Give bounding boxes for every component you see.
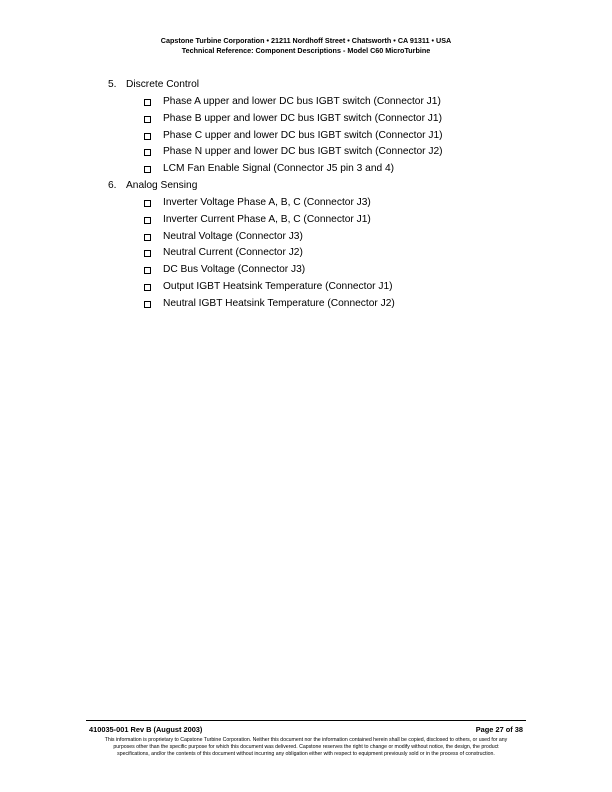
page-header xyxy=(0,36,612,56)
section-discrete-control xyxy=(108,77,528,178)
section-title: Discrete Control xyxy=(126,79,200,90)
list-item xyxy=(108,144,528,161)
list-item xyxy=(108,279,528,296)
list-item-text: Phase B upper and lower DC bus IGBT switch (Connector J1) xyxy=(163,112,442,124)
checkbox-bullet-icon xyxy=(144,133,151,140)
checkbox-bullet-icon xyxy=(144,149,151,156)
disclaimer-line: purposes other than the specific purpose for which this document was delivered. Capstone reserves the right to change or modify without notice, the design, the product xyxy=(113,744,499,750)
checkbox-bullet-icon xyxy=(144,250,151,257)
list-item xyxy=(108,245,528,262)
list-item-text: Output IGBT Heatsink Temperature (Connector J1) xyxy=(163,280,393,292)
list-item xyxy=(108,161,528,178)
checkbox-bullet-icon xyxy=(144,217,151,224)
list-item xyxy=(108,128,528,145)
list-item-text: Phase A upper and lower DC bus IGBT switch (Connector J1) xyxy=(163,96,441,107)
section-title: Analog Sensing xyxy=(126,179,198,191)
header-company-line: Capstone Turbine Corporation • 21211 Nordhoff Street • Chatsworth • CA 91311 • USA xyxy=(160,36,452,45)
list-item xyxy=(108,111,528,128)
list-item xyxy=(108,296,528,313)
list-item xyxy=(108,262,528,279)
list-item xyxy=(108,195,528,212)
list-item-text: Phase C upper and lower DC bus IGBT switch (Connector J1) xyxy=(163,129,443,141)
checkbox-bullet-icon xyxy=(144,267,151,274)
footer-disclaimer xyxy=(88,737,524,758)
list-item-text: Neutral IGBT Heatsink Temperature (Connector J2) xyxy=(163,297,395,309)
checkbox-bullet-icon xyxy=(144,234,151,241)
checkbox-bullet-icon xyxy=(144,301,151,308)
section-number: 6. xyxy=(108,179,117,191)
checkbox-bullet-icon xyxy=(144,284,151,291)
section-heading xyxy=(108,178,528,195)
list-item-text: Inverter Current Phase A, B, C (Connector J1) xyxy=(163,213,371,225)
section-heading xyxy=(108,77,528,94)
list-item-text: LCM Fan Enable Signal (Connector J5 pin 3 and 4) xyxy=(163,163,395,175)
page-footer xyxy=(89,725,523,734)
document-body xyxy=(108,77,528,313)
list-item xyxy=(108,212,528,229)
bullet-list xyxy=(108,195,528,313)
bullet-list xyxy=(108,94,528,178)
list-item xyxy=(108,94,528,111)
checkbox-bullet-icon xyxy=(144,200,151,207)
list-item-text: Inverter Voltage Phase A, B, C (Connector J3) xyxy=(163,196,371,208)
section-analog-sensing xyxy=(108,178,528,313)
disclaimer-line: specifications, and/or the contents of this document without incurring any obligation either with respect to equipment previously sold or in the process of construction. xyxy=(117,751,495,757)
checkbox-bullet-icon xyxy=(144,116,151,123)
disclaimer-line: This information is proprietary to Capstone Turbine Corporation. Neither this document nor the information contained herein shall be copied, disclosed to others, or used for any xyxy=(104,737,508,743)
page-number: Page 27 of 38 xyxy=(475,725,523,734)
section-number: 5. xyxy=(108,79,117,90)
checkbox-bullet-icon xyxy=(144,99,151,106)
list-item-text: Neutral Current (Connector J2) xyxy=(163,247,303,259)
list-item xyxy=(108,229,528,246)
list-item-text: Phase N upper and lower DC bus IGBT switch (Connector J2) xyxy=(163,146,443,158)
document-id: 410035-001 Rev B (August 2003) xyxy=(89,725,203,734)
list-item-text: DC Bus Voltage (Connector J3) xyxy=(163,264,306,276)
header-title-line: Technical Reference: Component Descriptions - Model C60 MicroTurbine xyxy=(181,46,431,55)
footer-divider xyxy=(86,720,526,721)
checkbox-bullet-icon xyxy=(144,166,151,173)
list-item-text: Neutral Voltage (Connector J3) xyxy=(163,230,303,242)
